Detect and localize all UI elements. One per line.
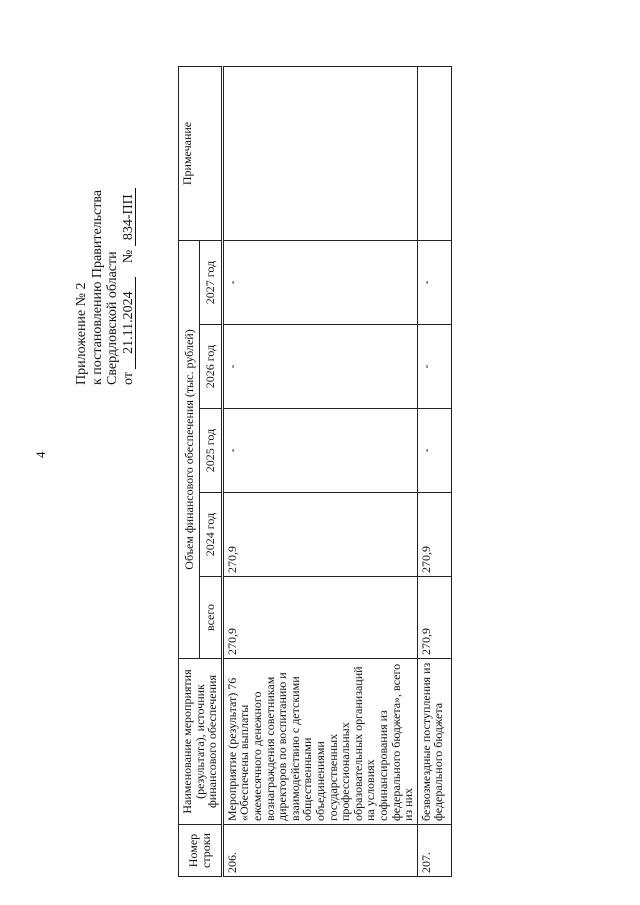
row-2025: - <box>222 409 417 493</box>
row-note <box>222 67 417 241</box>
header-funding: Объем финансового обеспечения (тыс. рублей) <box>179 241 200 659</box>
appendix-title: Приложение № 2 <box>74 282 89 385</box>
number-label: № <box>120 249 136 264</box>
row-note <box>417 67 451 241</box>
header-total: всего <box>200 577 223 659</box>
row-2025: - <box>417 409 451 493</box>
header-row-number: Номер строки <box>179 825 223 877</box>
table-row <box>417 67 451 877</box>
row-2024: 270,9 <box>222 493 417 577</box>
row-number: 206. <box>222 825 417 877</box>
header-note: Примечание <box>179 67 223 241</box>
header-2027: 2027 год <box>200 241 223 325</box>
decree-date: 21.11.2024 <box>122 277 136 369</box>
header-row-1 <box>179 67 200 877</box>
row-2026: - <box>222 325 417 409</box>
row-total: 270,9 <box>417 577 451 659</box>
decree-number: 834-ПП <box>122 188 136 246</box>
row-name: Мероприятие (результат) 76 «Обеспечены выплаты ежемесячного денежного вознаграждения советникам директоров по воспитанию и взаимодействию с детскими общественными объединениями государственных профессиональных образовательных организаций на условиях софинансирования из федерального бюджета», всего из них <box>222 659 417 825</box>
appendix-line3: Свердловской области <box>105 251 120 385</box>
header-2025: 2025 год <box>200 409 223 493</box>
row-2026: - <box>417 325 451 409</box>
row-total: 270,9 <box>222 577 417 659</box>
row-2024: 270,9 <box>417 493 451 577</box>
appendix-block <box>74 188 136 385</box>
appendix-line2: к постановлению Правительства <box>89 189 105 385</box>
table-row <box>222 67 417 877</box>
appendix-date-line <box>121 188 137 385</box>
row-name: безвозмездные поступления из федерального бюджета <box>417 659 451 825</box>
funding-table <box>178 66 452 877</box>
from-label: от <box>120 372 136 385</box>
header-2026: 2026 год <box>200 325 223 409</box>
header-name: Наименование мероприятия (результата), источник финансового обеспечения <box>179 659 223 825</box>
header-2024: 2024 год <box>200 493 223 577</box>
page-number: 4 <box>33 451 48 458</box>
row-number: 207. <box>417 825 451 877</box>
row-2027: - <box>222 241 417 325</box>
row-2027: - <box>417 241 451 325</box>
